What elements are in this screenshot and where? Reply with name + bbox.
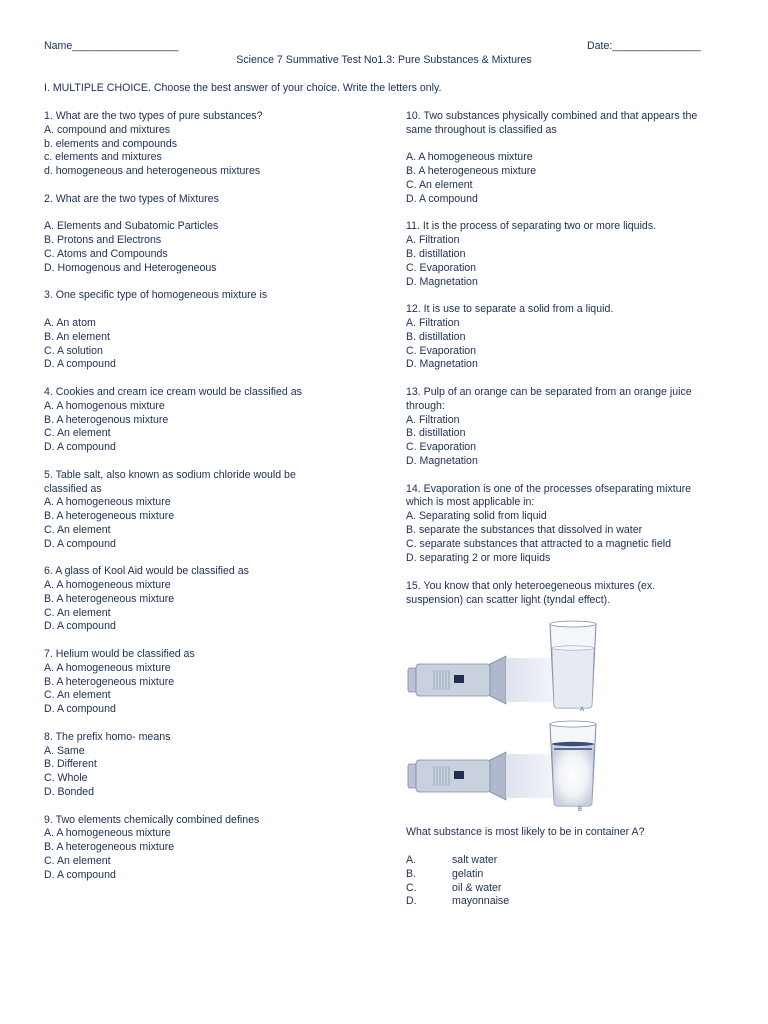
- question-stem: 13. Pulp of an orange can be separated from an orange juice: [406, 385, 692, 398]
- answer-option: B. A heterogeneous mixture: [44, 592, 175, 605]
- answer-option: [406, 868, 509, 882]
- answer-option: C. An element: [44, 427, 111, 440]
- answer-option: B. A heterogenous mixture: [44, 413, 169, 426]
- question-stem: 15. You know that only heteroegeneous mixtures (ex.: [406, 580, 656, 592]
- figure-label-a: A: [580, 707, 585, 713]
- question-stem: suspension) can scatter light (tyndal effect).: [406, 593, 611, 606]
- answer-option: b. elements and compounds: [44, 137, 178, 150]
- answer-option: [406, 882, 509, 896]
- answer-option: D. Magnetation: [406, 454, 478, 467]
- question-stem: 2. What are the two types of Mixtures: [44, 192, 219, 205]
- answer-option: A. An atom: [44, 316, 96, 329]
- question-15-prompt: What substance is most likely to be in container A?: [406, 826, 645, 838]
- question-block: [406, 386, 736, 469]
- question-stem: 11. It is the process of separating two or more liquids.: [406, 220, 657, 233]
- answer-option: C. An element: [44, 855, 111, 868]
- question-block: [406, 220, 736, 289]
- tyndall-effect-figure: [404, 618, 644, 818]
- answer-option: B. Protons and Electrons: [44, 234, 162, 247]
- option-text: oil & water: [452, 881, 502, 894]
- name-field: Name__________________: [44, 40, 179, 52]
- answer-option: C. Evaporation: [406, 261, 477, 274]
- spacer: [406, 138, 736, 152]
- question-15-options: [406, 854, 509, 909]
- answer-option: D. separating 2 or more liquids: [406, 551, 551, 564]
- answer-option: D. Homogenous and Heterogeneous: [44, 261, 217, 274]
- flashlight-a-icon: [408, 656, 556, 704]
- question-stem: 4. Cookies and cream ice cream would be classified as: [44, 385, 302, 398]
- question-block: [44, 110, 374, 179]
- answer-option: D. A compound: [44, 703, 116, 716]
- option-text: gelatin: [452, 867, 484, 880]
- answer-option: A. A homogenous mixture: [44, 399, 165, 412]
- answer-option: C. Evaporation: [406, 441, 477, 454]
- answer-option: B. distillation: [406, 427, 466, 440]
- answer-option: C. Atoms and Compounds: [44, 247, 168, 260]
- answer-option: C. Whole: [44, 772, 88, 785]
- glass-b-icon: [550, 721, 596, 806]
- question-15-stem: [406, 580, 655, 608]
- answer-option: D. Bonded: [44, 786, 95, 799]
- question-stem: 14. Evaporation is one of the processes ofseparating mixture: [406, 482, 692, 495]
- answer-option: D. A compound: [44, 358, 116, 371]
- answer-option: D. Magnetation: [406, 275, 478, 288]
- answer-option: C. An element: [44, 606, 111, 619]
- answer-option: D. A compound: [44, 620, 116, 633]
- spacer: [44, 207, 374, 221]
- question-stem: which is most applicable in:: [406, 496, 535, 509]
- answer-option: D. A compound: [44, 441, 116, 454]
- answer-option: D. A compound: [44, 537, 116, 550]
- answer-option: A. Filtration: [406, 413, 460, 426]
- answer-option: A. Separating solid from liquid: [406, 510, 547, 523]
- answer-option: C. Evaporation: [406, 344, 477, 357]
- question-block: [44, 289, 374, 372]
- question-stem: 9. Two elements chemically combined defines: [44, 813, 260, 826]
- answer-option: [406, 854, 509, 868]
- question-block: [44, 565, 374, 634]
- answer-option: D. Magnetation: [406, 358, 478, 371]
- answer-option: C. An element: [44, 523, 111, 536]
- answer-option: A. A homogeneous mixture: [44, 579, 171, 592]
- answer-option: A. A homogeneous mixture: [44, 661, 171, 674]
- option-letter: B.: [406, 867, 417, 880]
- answer-option: A. Elements and Subatomic Particles: [44, 220, 219, 233]
- answer-option: c. elements and mixtures: [44, 151, 162, 164]
- spacer: [44, 303, 374, 317]
- date-field: Date:_______________: [587, 40, 701, 52]
- answer-option: A. Filtration: [406, 234, 460, 247]
- question-block: [44, 814, 374, 883]
- question-block: [406, 483, 736, 566]
- option-letter: C.: [406, 881, 417, 894]
- question-stem: through:: [406, 399, 445, 412]
- right-question-column: [406, 110, 736, 579]
- answer-option: A. Filtration: [406, 316, 460, 329]
- question-stem: 1. What are the two types of pure substances?: [44, 110, 263, 122]
- answer-option: d. homogeneous and heterogeneous mixtures: [44, 165, 261, 178]
- question-block: [406, 303, 736, 372]
- question-block: [44, 469, 374, 552]
- answer-option: D. A compound: [44, 868, 116, 881]
- option-text: mayonnaise: [452, 895, 510, 908]
- question-stem: 10. Two substances physically combined and that appears the: [406, 110, 698, 122]
- answer-option: A. A homogeneous mixture: [44, 827, 171, 840]
- flashlight-b-icon: [408, 752, 556, 800]
- answer-option: B. separate the substances that dissolved in water: [406, 523, 643, 536]
- answer-option: B. An element: [44, 330, 110, 343]
- answer-option: B. A heterogeneous mixture: [44, 841, 175, 854]
- answer-option: C. A solution: [44, 344, 103, 357]
- answer-option: B. A heterogeneous mixture: [406, 165, 537, 178]
- figure-label-b: B: [578, 807, 583, 813]
- question-stem: 12. It is use to separate a solid from a liquid.: [406, 303, 614, 316]
- question-block: [44, 731, 374, 800]
- answer-option: B. Different: [44, 758, 97, 771]
- answer-option: A. Same: [44, 744, 85, 757]
- answer-option: C. An element: [44, 689, 111, 702]
- question-stem: 3. One specific type of homogeneous mixture is: [44, 289, 268, 302]
- answer-option: [406, 895, 509, 909]
- answer-option: B. distillation: [406, 247, 466, 260]
- option-letter: D.: [406, 895, 417, 908]
- test-title: Science 7 Summative Test No1.3: Pure Substances & Mixtures: [236, 54, 532, 66]
- glass-a-icon: [550, 621, 596, 708]
- answer-option: C. An element: [406, 178, 473, 191]
- question-stem: classified as: [44, 482, 102, 495]
- question-stem: 7. Helium would be classified as: [44, 648, 195, 661]
- answer-option: A. A homogeneous mixture: [406, 151, 533, 164]
- left-question-column: [44, 110, 374, 896]
- option-text: salt water: [452, 854, 498, 866]
- question-stem: 5. Table salt, also known as sodium chloride would be: [44, 468, 296, 481]
- instructions: I. MULTIPLE CHOICE. Choose the best answer of your choice. Write the letters only.: [44, 82, 442, 94]
- question-block: [44, 386, 374, 455]
- answer-option: B. A heterogeneous mixture: [44, 675, 175, 688]
- question-block: [44, 648, 374, 717]
- answer-option: B. distillation: [406, 330, 466, 343]
- question-stem: 8. The prefix homo- means: [44, 730, 171, 743]
- option-letter: A.: [406, 854, 417, 866]
- answer-option: B. A heterogeneous mixture: [44, 510, 175, 523]
- answer-option: A. compound and mixtures: [44, 123, 171, 136]
- question-block: [406, 110, 736, 207]
- answer-option: A. A homogeneous mixture: [44, 496, 171, 509]
- answer-option: D. A compound: [406, 192, 478, 205]
- question-stem: 6. A glass of Kool Aid would be classified as: [44, 565, 249, 578]
- question-block: [44, 193, 374, 276]
- question-stem: same throughout is classified as: [406, 123, 557, 136]
- answer-option: C. separate substances that attracted to a magnetic field: [406, 537, 671, 550]
